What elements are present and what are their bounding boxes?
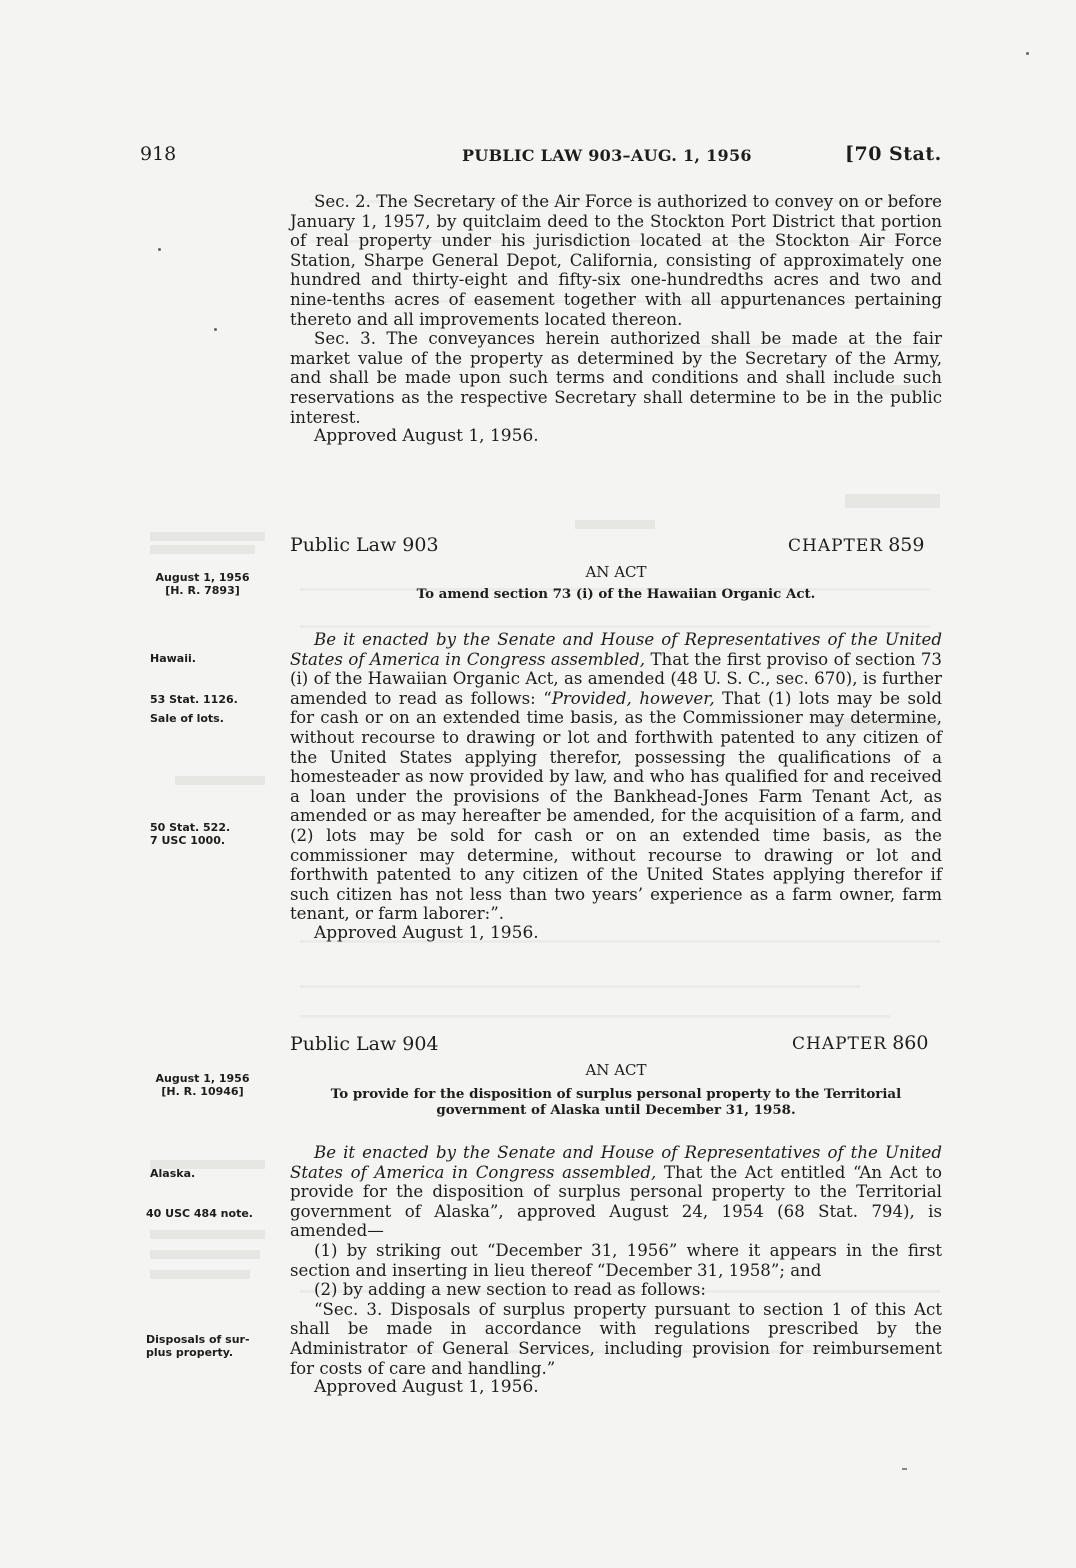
margin-53-stat: 53 Stat. 1126.	[150, 693, 238, 706]
margin-50-stat: 50 Stat. 522.	[150, 821, 231, 834]
chapter-label: CHAPTER	[792, 1034, 888, 1054]
enacting-formula: Be it enacted by the Senate and House of Representatives of the United States of America in Congress assembled,	[290, 1143, 942, 1182]
chapter-number: 860	[892, 1032, 929, 1054]
margin-date-904: August 1, 1956	[155, 1072, 250, 1085]
scan-speck	[214, 328, 217, 331]
approved-line-903: Approved August 1, 1956.	[314, 922, 539, 943]
enacting-formula: Be it enacted by the Senate and House of Representatives of the United States of America in Congress assembled,	[290, 630, 942, 669]
act-purpose-904	[290, 1086, 942, 1118]
purpose-line-1: To provide for the disposition of surplus personal property to the Territorial	[330, 1086, 902, 1102]
purpose-line-2: government of Alaska until December 31, 1958.	[436, 1102, 796, 1118]
act-purpose: To amend section 73 (i) of the Hawaiian Organic Act.	[416, 586, 816, 602]
margin-date-903: August 1, 1956	[155, 571, 250, 584]
page-number: 918	[140, 143, 177, 165]
proviso: Provided, however,	[551, 688, 715, 708]
margin-bill-903: [H. R. 7893]	[165, 584, 240, 597]
approved-line: Approved August 1, 1956.	[314, 426, 539, 447]
chapter-label: CHAPTER	[788, 536, 884, 556]
scan-speck	[1026, 52, 1029, 55]
amendment-item-2: (2) by adding a new section to read as follows:	[314, 1280, 706, 1300]
chapter-860	[792, 1032, 928, 1054]
new-section-3: “Sec. 3. Disposals of surplus property pursuant to section 1 of this Act shall be made in accordance with regulations prescribed by the Administrator of General Services, including provision for reimbursement for costs of care and handling.”	[290, 1299, 942, 1378]
chapter-number: 859	[888, 534, 925, 556]
enacting-clause-903	[290, 630, 942, 924]
public-law-904-title: Public Law 904	[290, 1033, 439, 1055]
approved-line-904: Approved August 1, 1956.	[314, 1377, 539, 1398]
enacting-text: That the Act entitled “An Act to provide for the disposition of surplus personal property to the Territorial government of Alaska”, approved August 24, 1954 (68 Stat. 794), is amended—	[290, 1162, 942, 1241]
scan-mark	[902, 1468, 907, 1470]
section-3: Sec. 3. The conveyances herein authorized shall be made at the fair market value of the property as determined by the Secretary of the Army, and shall be made upon such terms and conditions and shall include such reservations as the respective Secretary shall determine to be in the public interest.	[290, 329, 942, 427]
margin-hawaii: Hawaii.	[150, 652, 196, 665]
margin-alaska: Alaska.	[150, 1167, 196, 1180]
an-act-heading: AN ACT	[585, 563, 647, 581]
section-2: Sec. 2. The Secretary of the Air Force is authorized to convey on or before January 1, 1957, by quitclaim deed to the Stockton Port District that portion of real property under his jurisdiction located at the Stockton Air Force Station, Sharpe General Depot, California, consisting of approximately one hundred and thirty-eight and fifty-six one-hundredths acres and two and nine-tenths acres of easement together with all appurtenances pertaining thereto and all improvements located thereon.	[290, 192, 942, 329]
margin-7-usc: 7 USC 1000.	[150, 834, 226, 847]
sections-text	[290, 192, 942, 447]
enacting-text: That the first proviso of section 73 (i) of the Hawaiian Organic Act, as amended (48 U. S. C., sec. 670), is further amended to read as follows: “	[290, 649, 942, 708]
enacting-clause-904	[290, 1143, 942, 1241]
margin-40-usc: 40 USC 484 note.	[146, 1207, 253, 1220]
proviso-text: That (1) lots may be sold for cash or on an extended time basis, as the Commissioner may determine, without recourse to drawing or lot and forthwith patented to any citizen of the United States applying therefor, possessing the qualifications of a homesteader as now provided by law, and who has qualified for and received a loan under the provisions of the Bankhead-Jones Farm Tenant Act, as amended or as may hereafter be amended, for the acquisition of a farm, and (2) lots may be sold for cash or on an extended time basis, as the commissioner may determine, without recourse to drawing or lot and forthwith patented to any citizen of the United States applying therefor if such citizen has not less than two years’ experience as a farm owner, farm tenant, or farm laborer:”.	[290, 688, 942, 924]
chapter-859	[788, 534, 924, 556]
an-act-heading: AN ACT	[585, 1061, 647, 1079]
margin-sale-of-lots: Sale of lots.	[150, 712, 224, 725]
law-904-text	[290, 1143, 942, 1398]
public-law-903-title: Public Law 903	[290, 534, 439, 556]
margin-disposals-1: Disposals of sur-	[146, 1333, 250, 1346]
margin-bill-904: [H. R. 10946]	[161, 1085, 244, 1098]
scan-speck	[158, 248, 161, 251]
amendment-item-1: (1) by striking out “December 31, 1956” where it appears in the first section and inserting in lieu thereof “December 31, 1958”; and	[290, 1240, 942, 1280]
margin-disposals-2: plus property.	[146, 1346, 234, 1359]
running-title: PUBLIC LAW 903–AUG. 1, 1956	[462, 146, 752, 165]
law-903-text	[290, 630, 942, 944]
volume-reference: [70 Stat.	[845, 143, 942, 165]
